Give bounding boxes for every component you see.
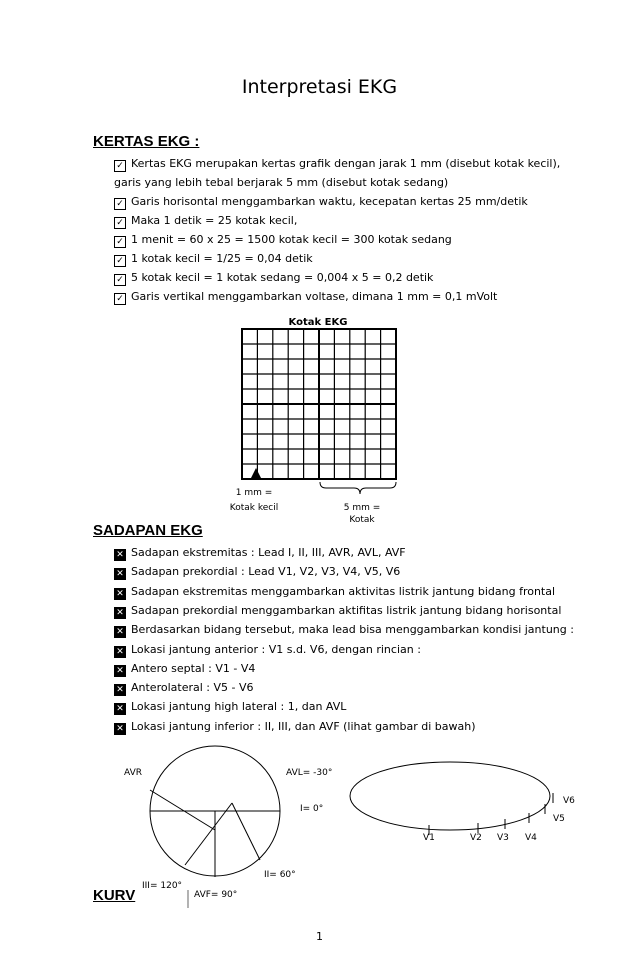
sadapan-item (114, 546, 406, 561)
label-medium-1: 5 mm = (343, 503, 381, 513)
sadapan-item (114, 681, 254, 696)
kertas-item-text: 1 kotak kecil = 1/25 = 0,04 detik (131, 252, 313, 265)
checkbox-checked-icon: ✓ (114, 160, 126, 172)
checkbox-x-icon: ✕ (114, 607, 126, 619)
sadapan-item (114, 585, 555, 600)
label-lead2: II= 60° (264, 870, 296, 880)
page-title: Interpretasi EKG (241, 76, 398, 98)
checkbox-checked-icon: ✓ (114, 236, 126, 248)
page-number: 1 (316, 930, 323, 943)
sadapan-item-text: Lokasi jantung inferior : II, III, dan AVF (lihat gambar di bawah) (131, 720, 476, 733)
checkbox-checked-icon: ✓ (114, 198, 126, 210)
kertas-heading: KERTAS EKG : (93, 133, 200, 150)
sadapan-item-text: Antero septal : V1 - V4 (131, 662, 256, 675)
label-avl: AVL= -30° (286, 768, 333, 778)
kertas-item (114, 214, 297, 229)
precordial-marks (423, 793, 575, 843)
label-avf: AVF= 90° (194, 890, 238, 900)
label-small-1: 1 mm = (235, 488, 273, 498)
kertas-item (114, 157, 560, 172)
checkbox-x-icon: ✕ (114, 568, 126, 580)
sadapan-item (114, 662, 255, 677)
grid-title: Kotak EKG (288, 317, 348, 328)
ekg-grid-figure (230, 312, 420, 527)
checkbox-checked-icon: ✓ (114, 217, 126, 229)
sadapan-item (114, 604, 561, 619)
limb-lead-diagram (110, 740, 360, 910)
checkbox-x-icon: ✕ (114, 588, 126, 600)
sadapan-item (114, 720, 476, 735)
checkbox-x-icon: ✕ (114, 665, 126, 677)
lead-label: V4 (525, 833, 537, 843)
sadapan-item-text: Anterolateral : V5 - V6 (131, 681, 254, 694)
lead-label: V6 (563, 796, 575, 806)
sadapan-item-text: Berdasarkan bidang tersebut, maka lead bisa menggambarkan kondisi jantung : (131, 623, 574, 636)
label-small-2: Kotak kecil (230, 503, 279, 513)
kertas-item (114, 195, 528, 210)
checkbox-x-icon: ✕ (114, 703, 126, 715)
sadapan-heading: SADAPAN EKG (93, 522, 203, 539)
lead-label: V3 (497, 833, 509, 843)
kertas-item-text: Kertas EKG merupakan kertas grafik dengan jarak 1 mm (disebut kotak kecil), (131, 157, 561, 170)
kertas-item-text: 1 menit = 60 x 25 = 1500 kotak kecil = 300 kotak sedang (131, 233, 452, 246)
lead-label: V2 (470, 833, 482, 843)
label-medium-2: Kotak (349, 515, 375, 525)
brace-icon (320, 482, 396, 494)
kertas-item-continuation: garis yang lebih tebal berjarak 5 mm (disebut kotak sedang) (114, 176, 449, 189)
label-lead3: III= 120° (142, 881, 183, 891)
sadapan-item (114, 565, 400, 580)
label-avr: AVR (124, 768, 142, 778)
kertas-item (114, 271, 433, 286)
kertas-item-text: Garis horisontal menggambarkan waktu, kecepatan kertas 25 mm/detik (131, 195, 528, 208)
kertas-item-text: Maka 1 detik = 25 kotak kecil, (131, 214, 298, 227)
sadapan-item-text: Lokasi jantung anterior : V1 s.d. V6, dengan rincian : (131, 643, 421, 656)
footer-heading: KURV (93, 887, 136, 904)
sadapan-item-text: Sadapan ekstremitas : Lead I, II, III, AVR, AVL, AVF (131, 546, 406, 559)
kertas-item (114, 233, 452, 248)
checkbox-checked-icon: ✓ (114, 255, 126, 267)
checkbox-x-icon: ✕ (114, 684, 126, 696)
lead-label: V1 (423, 833, 435, 843)
kertas-item-text: Garis vertikal menggambarkan voltase, dimana 1 mm = 0,1 mVolt (131, 290, 498, 303)
label-lead1: I= 0° (300, 804, 324, 814)
checkbox-x-icon: ✕ (114, 646, 126, 658)
checkbox-x-icon: ✕ (114, 723, 126, 735)
checkbox-x-icon: ✕ (114, 626, 126, 638)
kertas-item (114, 290, 497, 305)
sadapan-item-text: Lokasi jantung high lateral : 1, dan AVL (131, 700, 347, 713)
ekg-grid (242, 329, 396, 479)
lead-label: V5 (553, 814, 565, 824)
kertas-item (114, 252, 313, 267)
sadapan-item-text: Sadapan ekstremitas menggambarkan aktivitas listrik jantung bidang frontal (131, 585, 556, 598)
sadapan-item-text: Sadapan prekordial : Lead V1, V2, V3, V4, V5, V6 (131, 565, 401, 578)
precordial-lead-diagram (345, 758, 585, 848)
sadapan-item (114, 643, 421, 658)
sadapan-item (114, 623, 574, 638)
checkbox-checked-icon: ✓ (114, 293, 126, 305)
checkbox-x-icon: ✕ (114, 549, 126, 561)
sadapan-item-text: Sadapan prekordial menggambarkan aktifitas listrik jantung bidang horisontal (131, 604, 562, 617)
checkbox-checked-icon: ✓ (114, 274, 126, 286)
kertas-item-text: 5 kotak kecil = 1 kotak sedang = 0,004 x 5 = 0,2 detik (131, 271, 434, 284)
sadapan-item (114, 700, 346, 715)
